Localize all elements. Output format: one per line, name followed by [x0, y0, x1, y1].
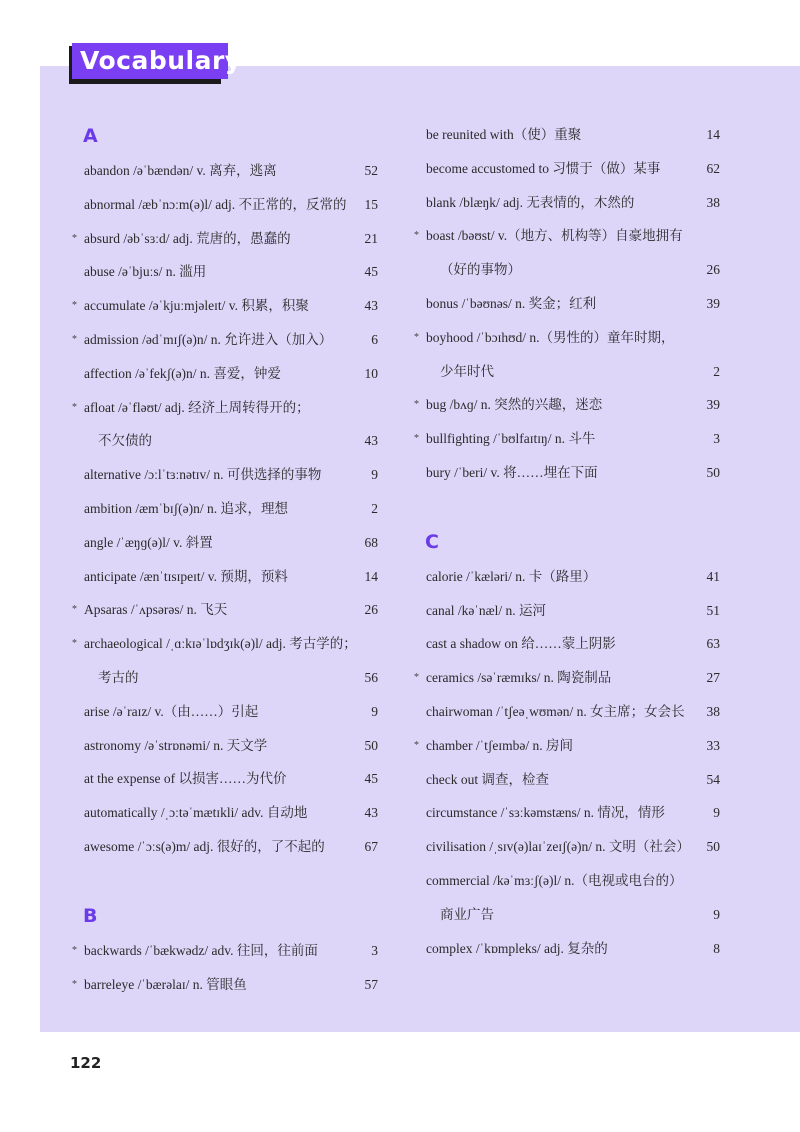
vocab-entry	[412, 830, 720, 864]
vocab-page-ref: 9	[371, 467, 378, 483]
vocab-text: archaeological /ˌɑːkɪəˈlɒdʒɪk(ə)l/ adj. 考古学的；	[84, 636, 357, 652]
vocab-text: blank /blæŋk/ adj. 无表情的，木然的	[426, 194, 635, 210]
vocab-page-ref: 56	[364, 669, 378, 685]
vocab-entry	[412, 287, 720, 321]
vocab-entry	[70, 968, 378, 1002]
vocab-entry	[70, 222, 378, 256]
vocab-entry-continuation	[70, 424, 378, 458]
vocab-page-ref: 63	[706, 636, 720, 652]
vocab-text: circumstance /ˈsɜːkəmstæns/ n. 情况，情形	[426, 805, 665, 821]
vocab-entry	[70, 289, 378, 323]
vocab-text: backwards /ˈbækwədz/ adv. 往回，往前面	[84, 942, 318, 958]
vocab-page-ref: 45	[364, 771, 378, 787]
vocab-page-ref: 21	[364, 230, 378, 246]
vocab-entry	[412, 560, 720, 594]
vocab-text: （好的事物）	[440, 262, 521, 278]
vocab-text: anticipate /ænˈtɪsɪpeɪt/ v. 预期，预料	[84, 568, 288, 584]
vocab-text: chamber /ˈtʃeɪmbə/ n. 房间	[426, 737, 573, 753]
vocab-entry	[70, 934, 378, 968]
vocab-page-ref: 39	[706, 397, 720, 413]
vocab-page-ref: 38	[706, 703, 720, 719]
section-letter-a: A	[83, 125, 98, 147]
vocab-entry	[412, 796, 720, 830]
vocab-page-ref: 9	[713, 906, 720, 922]
vocab-page-ref: 26	[364, 602, 378, 618]
page-number: 122	[70, 1054, 102, 1072]
vocab-entry	[412, 661, 720, 695]
vocab-page-ref: 26	[706, 262, 720, 278]
vocab-entry	[412, 932, 720, 966]
vocab-text: barreleye /ˈbærəlaɪ/ n. 管眼鱼	[84, 976, 247, 992]
vocab-text: 考古的	[98, 669, 139, 685]
vocab-text: be reunited with（使）重聚	[426, 127, 582, 142]
vocab-page-ref: 3	[371, 942, 378, 958]
star-marker-icon: *	[414, 672, 419, 684]
vocab-page-ref: 62	[706, 160, 720, 176]
vocab-page-ref: 2	[371, 500, 378, 516]
vocab-entry	[412, 321, 720, 355]
vocab-page-ref: 54	[706, 771, 720, 787]
vocab-text: admission /ədˈmɪʃ(ə)n/ n. 允许进入（加入）	[84, 331, 333, 347]
vocab-entry	[70, 154, 378, 188]
vocab-entry	[70, 627, 378, 661]
vocab-text: awesome /ˈɔːs(ə)m/ adj. 很好的，了不起的	[84, 838, 325, 854]
vocab-entry	[412, 118, 720, 152]
vocab-entry-continuation	[412, 355, 720, 389]
vocab-text: bullfighting /ˈbʊlfaɪtɪŋ/ n. 斗牛	[426, 431, 596, 447]
vocab-text: astronomy /əˈstrɒnəmi/ n. 天文学	[84, 737, 268, 753]
vocab-entry	[70, 323, 378, 357]
page-title: Vocabulary	[72, 43, 228, 79]
vocab-text: boyhood /ˈbɔɪhʊd/ n.（男性的）童年时期，	[426, 329, 675, 345]
section-letter-c: C	[425, 530, 439, 553]
vocab-text: ambition /æmˈbɪʃ(ə)n/ n. 追求，理想	[84, 500, 288, 516]
vocab-page-ref: 15	[364, 196, 378, 212]
vocab-text: affection /əˈfekʃ(ə)n/ n. 喜爱，钟爱	[84, 365, 281, 381]
vocab-entry	[412, 695, 720, 729]
vocab-entry	[412, 388, 720, 422]
vocab-entry	[70, 391, 378, 425]
star-marker-icon: *	[72, 638, 77, 650]
vocab-text: chairwoman /ˈtʃeəˌwʊmən/ n. 女主席；女会长	[426, 703, 685, 719]
star-marker-icon: *	[414, 739, 419, 751]
star-marker-icon: *	[414, 399, 419, 411]
star-marker-icon: *	[72, 604, 77, 616]
vocab-text: become accustomed to 习惯于（做）某事	[426, 160, 661, 176]
vocab-entry	[412, 627, 720, 661]
vocab-text: bonus /ˈbəʊnəs/ n. 奖金；红利	[426, 295, 597, 311]
vocab-text: afloat /əˈfləʊt/ adj. 经济上周转得开的；	[84, 399, 310, 415]
vocab-entry-continuation	[70, 661, 378, 695]
vocab-entry	[412, 763, 720, 797]
star-marker-icon: *	[414, 230, 419, 242]
vocab-entry	[412, 152, 720, 186]
vocab-page-ref: 43	[364, 298, 378, 314]
vocab-text: check out 调查，检查	[426, 771, 549, 787]
vocab-entry	[70, 830, 378, 864]
star-marker-icon: *	[414, 331, 419, 343]
vocab-text: alternative /ɔːlˈtɜːnətɪv/ n. 可供选择的事物	[84, 467, 322, 483]
section-c-list	[412, 560, 720, 966]
vocab-entry	[412, 594, 720, 628]
section-a-list	[70, 154, 378, 864]
star-marker-icon: *	[72, 944, 77, 956]
vocab-entry-continuation	[412, 253, 720, 287]
vocab-page-ref: 50	[706, 839, 720, 855]
vocab-page-ref: 39	[706, 295, 720, 311]
vocab-entry	[412, 864, 720, 898]
vocab-page-ref: 14	[364, 568, 378, 584]
vocab-text: Apsaras /ˈʌpsərəs/ n. 飞天	[84, 602, 228, 618]
vocab-entry-continuation	[412, 898, 720, 932]
vocab-text: calorie /ˈkæləri/ n. 卡（路里）	[426, 568, 597, 584]
vocab-text: at the expense of 以损害……为代价	[84, 771, 287, 787]
vocab-entry	[412, 729, 720, 763]
vocab-text: abuse /əˈbjuːs/ n. 滥用	[84, 264, 207, 280]
star-marker-icon: *	[72, 232, 77, 244]
vocab-page-ref: 14	[706, 127, 720, 142]
section-letter-b: B	[83, 904, 98, 927]
vocab-page-ref: 45	[364, 264, 378, 280]
vocab-entry	[412, 219, 720, 253]
vocab-text: 不欠债的	[98, 433, 152, 449]
star-marker-icon: *	[72, 401, 77, 413]
vocab-entry	[70, 492, 378, 526]
section-gap	[70, 864, 378, 898]
vocab-page-ref: 68	[364, 534, 378, 550]
vocab-text: cast a shadow on 给……蒙上阴影	[426, 636, 616, 652]
vocab-page-ref: 50	[706, 464, 720, 480]
vocab-entry	[70, 357, 378, 391]
section-gap	[412, 490, 720, 524]
vocab-text: bury /ˈberi/ v. 将……埋在下面	[426, 464, 598, 480]
vocab-text: automatically /ˌɔːtəˈmætɪkli/ adv. 自动地	[84, 805, 308, 821]
vocab-page-ref: 9	[713, 805, 720, 821]
vocab-entry	[70, 593, 378, 627]
vocab-page-ref: 9	[371, 703, 378, 719]
vocab-text: commercial /kəˈmɜːʃ(ə)l/ n.（电视或电台的）	[426, 872, 683, 888]
vocab-text: abnormal /æbˈnɔːm(ə)l/ adj. 不正常的，反常的	[84, 196, 347, 212]
vocab-page-ref: 6	[371, 331, 378, 347]
vocab-entry	[70, 796, 378, 830]
vocab-entry	[70, 560, 378, 594]
vocab-entry	[70, 188, 378, 222]
vocab-text: abandon /əˈbændən/ v. 离弃，逃离	[84, 163, 277, 178]
vocab-page-ref: 43	[364, 805, 378, 821]
vocab-entry	[70, 458, 378, 492]
vocab-text: angle /ˈæŋɡ(ə)l/ v. 斜置	[84, 534, 213, 550]
vocab-text: boast /bəʊst/ v.（地方、机构等）自豪地拥有	[426, 228, 683, 244]
star-marker-icon: *	[72, 333, 77, 345]
star-marker-icon: *	[72, 300, 77, 312]
vocab-text: 少年时代	[440, 363, 494, 379]
left-column	[70, 118, 378, 1001]
vocab-entry	[412, 456, 720, 490]
vocab-page-ref: 52	[364, 163, 378, 178]
vocab-entry	[70, 255, 378, 289]
vocab-text: absurd /əbˈsɜːd/ adj. 荒唐的，愚蠢的	[84, 230, 291, 246]
right-column	[412, 118, 720, 965]
vocab-page-ref: 51	[706, 602, 720, 618]
star-marker-icon: *	[414, 433, 419, 445]
vocab-text: accumulate /əˈkjuːmjəleɪt/ v. 积累，积聚	[84, 298, 309, 314]
vocab-page-ref: 50	[364, 737, 378, 753]
vocab-page-ref: 27	[706, 670, 720, 686]
vocab-page-ref: 38	[706, 194, 720, 210]
section-b-list	[70, 934, 378, 1002]
vocab-text: complex /ˈkɒmpleks/ adj. 复杂的	[426, 940, 608, 956]
vocab-text: civilisation /ˌsɪv(ə)laɪˈzeɪʃ(ə)n/ n. 文明（社会）	[426, 839, 690, 855]
section-b-continued-list	[412, 118, 720, 490]
vocab-entry	[70, 695, 378, 729]
vocab-page-ref: 41	[706, 568, 720, 584]
vocab-page-ref: 10	[364, 365, 378, 381]
vocab-entry	[412, 422, 720, 456]
vocab-page-ref: 33	[706, 737, 720, 753]
vocab-entry	[70, 762, 378, 796]
vocab-page-ref: 2	[713, 363, 720, 379]
vocab-page-ref: 67	[364, 838, 378, 854]
vocab-entry	[70, 526, 378, 560]
vocab-page-ref: 57	[364, 976, 378, 992]
vocab-text: arise /əˈraɪz/ v.（由……）引起	[84, 703, 259, 719]
vocab-text: bug /bʌɡ/ n. 突然的兴趣，迷恋	[426, 397, 603, 413]
vocab-page-ref: 43	[364, 433, 378, 449]
vocab-page-ref: 3	[713, 431, 720, 447]
vocab-entry	[70, 729, 378, 763]
vocab-text: canal /kəˈnæl/ n. 运河	[426, 602, 546, 618]
vocab-text: ceramics /səˈræmɪks/ n. 陶瓷制品	[426, 670, 612, 686]
vocab-page-ref: 8	[713, 940, 720, 956]
vocab-entry	[412, 186, 720, 220]
star-marker-icon: *	[72, 978, 77, 990]
vocab-text: 商业广告	[440, 906, 494, 922]
